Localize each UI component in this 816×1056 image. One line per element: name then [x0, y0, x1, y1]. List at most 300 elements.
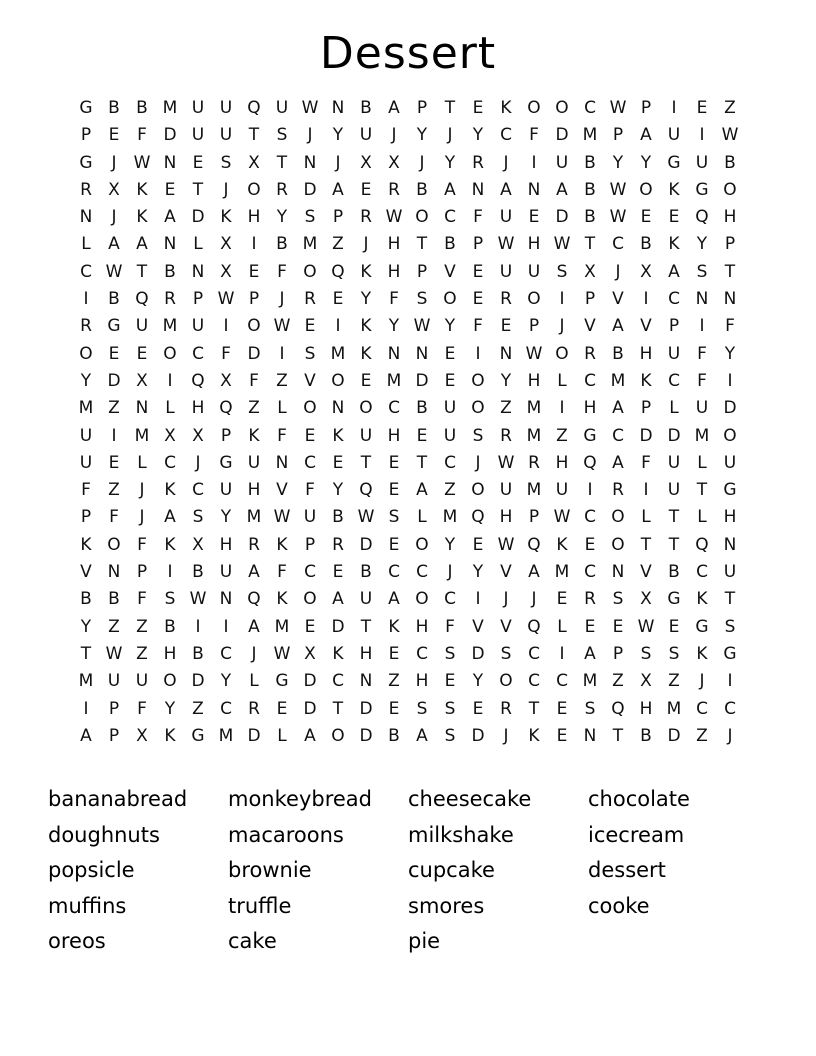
grid-cell: E [388, 534, 400, 555]
grid-cell: W [357, 507, 375, 528]
grid-cell: C [668, 370, 680, 391]
grid-cell: J [391, 125, 397, 146]
grid-cell: A [332, 589, 344, 610]
grid-cell: H [247, 480, 261, 501]
grid-cell: A [248, 562, 260, 583]
grid-cell: C [416, 643, 428, 664]
grid-row [72, 95, 744, 122]
grid-cell: X [584, 261, 596, 282]
grid-cell: W [301, 98, 319, 118]
grid-cell: L [669, 398, 679, 419]
grid-cell: S [444, 643, 456, 664]
grid-cell: P [612, 125, 624, 146]
grid-cell: W [721, 125, 739, 146]
grid-cell: H [163, 643, 177, 664]
grid-cell: I [587, 480, 593, 501]
grid-cell: W [105, 261, 123, 282]
grid-cell: L [277, 725, 287, 746]
grid-cell: A [304, 725, 316, 746]
grid-cell: G [79, 152, 93, 173]
grid-cell: I [531, 152, 537, 173]
grid-cell: L [193, 234, 203, 255]
word-list-item: cheesecake [408, 787, 532, 812]
grid-cell: O [247, 179, 261, 200]
grid-cell: U [219, 125, 233, 146]
grid-cell: I [251, 234, 257, 255]
grid-cell: C [192, 480, 204, 501]
grid-cell: A [640, 125, 652, 146]
grid-cell: E [500, 316, 512, 337]
grid-cell: E [108, 125, 120, 146]
grid-cell: Q [583, 452, 597, 473]
grid-cell: R [612, 480, 624, 501]
grid-cell: W [385, 207, 403, 228]
grid-cell: J [559, 316, 565, 337]
grid-cell: Y [332, 480, 344, 501]
grid-cell: D [723, 398, 737, 419]
grid-cell: N [387, 343, 401, 364]
grid-cell: U [275, 98, 289, 118]
grid-cell: A [388, 98, 400, 118]
grid-cell: B [612, 343, 624, 364]
grid-cell: P [304, 534, 316, 555]
grid-row [72, 341, 744, 368]
grid-cell: X [164, 425, 176, 446]
grid-cell: M [386, 370, 402, 391]
grid-cell: P [80, 125, 92, 146]
grid-cell: J [419, 152, 425, 173]
grid-cell: T [192, 179, 204, 200]
grid-cell: M [610, 370, 626, 391]
grid-cell: J [335, 152, 341, 173]
grid-cell: E [108, 343, 120, 364]
grid-cell: R [80, 316, 92, 337]
grid-cell: D [359, 534, 373, 555]
grid-cell: I [699, 125, 705, 146]
grid-cell: A [612, 316, 624, 337]
grid-cell: P [528, 316, 540, 337]
grid-cell: E [388, 643, 400, 664]
grid-cell: I [223, 316, 229, 337]
grid-cell: S [164, 589, 176, 610]
grid-cell: B [276, 234, 288, 255]
grid-cell: E [640, 207, 652, 228]
grid-cell: E [192, 152, 204, 173]
grid-cell: T [416, 452, 428, 473]
grid-cell: O [471, 398, 485, 419]
grid-cell: T [640, 534, 652, 555]
grid-cell: Q [191, 370, 205, 391]
grid-cell: T [276, 152, 288, 173]
puzzle-title: Dessert [319, 28, 497, 79]
grid-cell: D [639, 425, 653, 446]
grid-cell: X [108, 179, 120, 200]
grid-cell: Y [388, 316, 400, 337]
grid-cell: N [723, 534, 737, 555]
grid-cell: N [359, 671, 373, 692]
grid-cell: G [695, 616, 709, 637]
grid-cell: N [107, 562, 121, 583]
grid-cell: N [135, 398, 149, 419]
grid-cell: S [388, 507, 400, 528]
grid-cell: B [640, 725, 652, 746]
grid-cell: R [584, 343, 596, 364]
grid-cell: U [667, 480, 681, 501]
word-list-item: brownie [228, 858, 312, 883]
grid-cell: K [136, 207, 148, 228]
grid-cell: Q [527, 534, 541, 555]
grid-cell: R [276, 179, 288, 200]
grid-cell: C [304, 562, 316, 583]
grid-cell: U [303, 507, 317, 528]
grid-cell: S [416, 289, 428, 310]
grid-cell: Q [359, 480, 373, 501]
grid-cell: B [108, 589, 120, 610]
grid-cell: X [248, 152, 260, 173]
grid-cell: N [163, 152, 177, 173]
grid-cell: C [192, 343, 204, 364]
grid-row [72, 668, 744, 695]
grid-cell: I [559, 643, 565, 664]
word-list-item: cupcake [408, 858, 495, 883]
grid-cell: S [584, 698, 596, 719]
grid-cell: I [223, 616, 229, 637]
grid-cell: W [273, 643, 291, 664]
grid-cell: S [612, 589, 624, 610]
grid-cell: V [640, 562, 652, 583]
word-list-item: truffle [228, 893, 292, 918]
grid-cell: P [416, 261, 428, 282]
grid-cell: C [612, 234, 624, 255]
grid-cell: H [723, 507, 737, 528]
grid-cell: E [556, 698, 568, 719]
grid-cell: A [136, 234, 148, 255]
grid-cell: U [555, 152, 569, 173]
grid-cell: K [388, 616, 400, 637]
grid-cell: E [612, 616, 624, 637]
grid-cell: Y [220, 507, 232, 528]
grid-cell: J [279, 289, 285, 310]
grid-cell: J [699, 671, 705, 692]
grid-row [72, 395, 744, 422]
grid-cell: H [415, 616, 429, 637]
grid-cell: V [612, 289, 624, 310]
grid-cell: D [247, 343, 261, 364]
grid-cell: O [639, 179, 653, 200]
grid-cell: X [136, 370, 148, 391]
grid-cell: F [389, 289, 399, 310]
grid-cell: C [528, 643, 540, 664]
grid-cell: A [584, 643, 596, 664]
grid-cell: U [695, 152, 709, 173]
grid-cell: E [332, 562, 344, 583]
grid-cell: N [79, 207, 93, 228]
grid-cell: Z [108, 398, 120, 419]
grid-cell: R [472, 152, 484, 173]
grid-cell: E [360, 370, 372, 391]
grid-cell: U [219, 98, 233, 118]
grid-cell: Q [331, 261, 345, 282]
grid-cell: B [360, 98, 372, 118]
grid-cell: K [332, 425, 344, 446]
grid-cell: O [611, 534, 625, 555]
grid-cell: J [727, 725, 733, 746]
grid-cell: O [303, 589, 317, 610]
grid-cell: C [80, 261, 92, 282]
grid-cell: C [584, 562, 596, 583]
grid-cell: N [723, 289, 737, 310]
grid-cell: E [304, 425, 316, 446]
grid-cell: E [108, 452, 120, 473]
grid-cell: Z [276, 370, 288, 391]
grid-cell: C [444, 452, 456, 473]
grid-cell: L [417, 507, 427, 528]
grid-cell: F [473, 316, 483, 337]
grid-cell: X [220, 261, 232, 282]
grid-cell: S [724, 616, 736, 637]
grid-cell: V [584, 316, 596, 337]
grid-cell: L [697, 452, 707, 473]
grid-row [72, 204, 744, 231]
grid-cell: E [472, 289, 484, 310]
grid-cell: S [220, 152, 232, 173]
grid-row [72, 313, 744, 340]
grid-cell: R [360, 207, 372, 228]
grid-cell: S [668, 643, 680, 664]
grid-cell: W [497, 234, 515, 255]
grid-cell: G [583, 425, 597, 446]
grid-cell: U [135, 316, 149, 337]
grid-cell: E [416, 425, 428, 446]
grid-cell: S [444, 725, 456, 746]
grid-cell: E [584, 616, 596, 637]
grid-cell: P [472, 234, 484, 255]
grid-cell: J [531, 589, 537, 610]
grid-cell: J [111, 152, 117, 173]
grid-row [72, 423, 744, 450]
grid-cell: W [189, 589, 207, 610]
grid-cell: C [584, 98, 596, 118]
grid-cell: W [609, 98, 627, 118]
grid-cell: K [360, 261, 372, 282]
grid-cell: A [164, 207, 176, 228]
grid-cell: A [388, 589, 400, 610]
grid-cell: E [696, 98, 708, 118]
grid-cell: B [668, 562, 680, 583]
grid-cell: G [695, 179, 709, 200]
grid-cell: E [556, 725, 568, 746]
grid-cell: T [584, 234, 596, 255]
grid-cell: D [191, 207, 205, 228]
grid-cell: Q [135, 289, 149, 310]
grid-row [72, 477, 744, 504]
grid-cell: A [108, 234, 120, 255]
grid-cell: M [78, 671, 94, 692]
grid-cell: K [696, 589, 708, 610]
grid-cell: D [359, 698, 373, 719]
grid-cell: B [80, 589, 92, 610]
grid-cell: A [164, 507, 176, 528]
grid-cell: K [640, 370, 652, 391]
grid-cell: I [475, 589, 481, 610]
grid-cell: K [528, 725, 540, 746]
grid-cell: Q [247, 589, 261, 610]
grid-cell: W [553, 507, 571, 528]
grid-cell: C [612, 425, 624, 446]
grid-cell: A [248, 616, 260, 637]
grid-cell: E [556, 589, 568, 610]
grid-cell: E [136, 343, 148, 364]
grid-row [72, 150, 744, 177]
grid-cell: U [247, 452, 261, 473]
grid-cell: E [444, 671, 456, 692]
grid-cell: P [612, 643, 624, 664]
grid-cell: K [248, 425, 260, 446]
grid-cell: B [360, 562, 372, 583]
grid-cell: F [277, 261, 287, 282]
grid-row [72, 231, 744, 258]
grid-cell: C [556, 671, 568, 692]
grid-cell: E [444, 370, 456, 391]
grid-cell: N [695, 289, 709, 310]
grid-cell: X [640, 589, 652, 610]
grid-cell: H [387, 425, 401, 446]
grid-cell: V [276, 480, 288, 501]
grid-cell: T [724, 589, 736, 610]
grid-cell: T [612, 725, 624, 746]
grid-cell: S [556, 261, 568, 282]
grid-cell: D [191, 671, 205, 692]
grid-cell: I [475, 343, 481, 364]
grid-cell: E [388, 480, 400, 501]
grid-cell: I [279, 343, 285, 364]
grid-cell: R [500, 425, 512, 446]
grid-cell: E [360, 179, 372, 200]
grid-cell: O [499, 671, 513, 692]
grid-cell: N [275, 452, 289, 473]
grid-cell: D [163, 125, 177, 146]
grid-cell: W [105, 643, 123, 664]
grid-cell: J [615, 261, 621, 282]
grid-cell: C [164, 452, 176, 473]
grid-cell: P [640, 398, 652, 419]
grid-cell: P [584, 289, 596, 310]
grid-cell: I [167, 370, 173, 391]
grid-cell: J [447, 125, 453, 146]
grid-cell: T [416, 234, 428, 255]
grid-cell: S [192, 507, 204, 528]
grid-cell: A [416, 725, 428, 746]
grid-row [72, 641, 744, 668]
grid-cell: H [387, 261, 401, 282]
grid-cell: D [555, 125, 569, 146]
grid-cell: U [191, 125, 205, 146]
grid-cell: C [444, 207, 456, 228]
grid-cell: I [727, 671, 733, 692]
grid-cell: C [696, 698, 708, 719]
grid-cell: O [555, 343, 569, 364]
grid-cell: Z [500, 398, 512, 419]
grid-cell: P [220, 425, 232, 446]
grid-cell: E [584, 534, 596, 555]
grid-cell: F [109, 507, 119, 528]
grid-cell: M [442, 507, 458, 528]
grid-cell: Y [444, 152, 456, 173]
grid-cell: G [219, 452, 233, 473]
grid-cell: V [640, 316, 652, 337]
word-list-item: cooke [588, 893, 650, 918]
grid-cell: V [80, 562, 92, 583]
grid-cell: E [528, 207, 540, 228]
grid-cell: C [304, 452, 316, 473]
grid-cell: C [444, 589, 456, 610]
grid-cell: J [475, 452, 481, 473]
grid-cell: M [582, 125, 598, 146]
grid-cell: L [557, 616, 567, 637]
grid-cell: B [164, 261, 176, 282]
grid-cell: K [696, 643, 708, 664]
grid-cell: U [107, 671, 121, 692]
grid-cell: M [666, 698, 682, 719]
grid-cell: L [641, 507, 651, 528]
word-list-column [48, 782, 228, 960]
grid-cell: K [556, 534, 568, 555]
grid-cell: Z [332, 234, 344, 255]
grid-cell: R [248, 534, 260, 555]
grid-cell: O [163, 671, 177, 692]
grid-cell: I [699, 316, 705, 337]
grid-cell: S [500, 643, 512, 664]
grid-cell: F [445, 616, 455, 637]
grid-cell: Z [136, 616, 148, 637]
grid-cell: C [220, 698, 232, 719]
grid-cell: W [497, 452, 515, 473]
grid-row [72, 723, 744, 750]
grid-cell: T [444, 98, 456, 118]
grid-cell: O [415, 207, 429, 228]
grid-cell: O [163, 343, 177, 364]
grid-cell: S [696, 261, 708, 282]
grid-cell: J [195, 452, 201, 473]
grid-cell: Y [444, 316, 456, 337]
grid-cell: A [80, 725, 92, 746]
grid-cell: P [108, 725, 120, 746]
grid-cell: J [139, 507, 145, 528]
grid-cell: E [248, 261, 260, 282]
grid-cell: M [694, 425, 710, 446]
grid-cell: K [276, 534, 288, 555]
word-list [48, 782, 816, 960]
grid-cell: P [416, 98, 428, 118]
grid-cell: Y [612, 152, 624, 173]
grid-cell: Q [695, 534, 709, 555]
grid-cell: W [133, 152, 151, 173]
grid-cell: T [528, 698, 540, 719]
grid-cell: U [667, 452, 681, 473]
grid-cell: S [416, 698, 428, 719]
grid-cell: D [303, 698, 317, 719]
grid-cell: E [164, 179, 176, 200]
grid-row [72, 696, 744, 723]
grid-cell: I [167, 562, 173, 583]
grid-cell: B [584, 152, 596, 173]
grid-cell: U [135, 671, 149, 692]
grid-cell: F [137, 125, 147, 146]
grid-cell: Y [724, 343, 736, 364]
grid-cell: U [359, 125, 373, 146]
grid-cell: Y [696, 234, 708, 255]
grid-cell: O [331, 725, 345, 746]
